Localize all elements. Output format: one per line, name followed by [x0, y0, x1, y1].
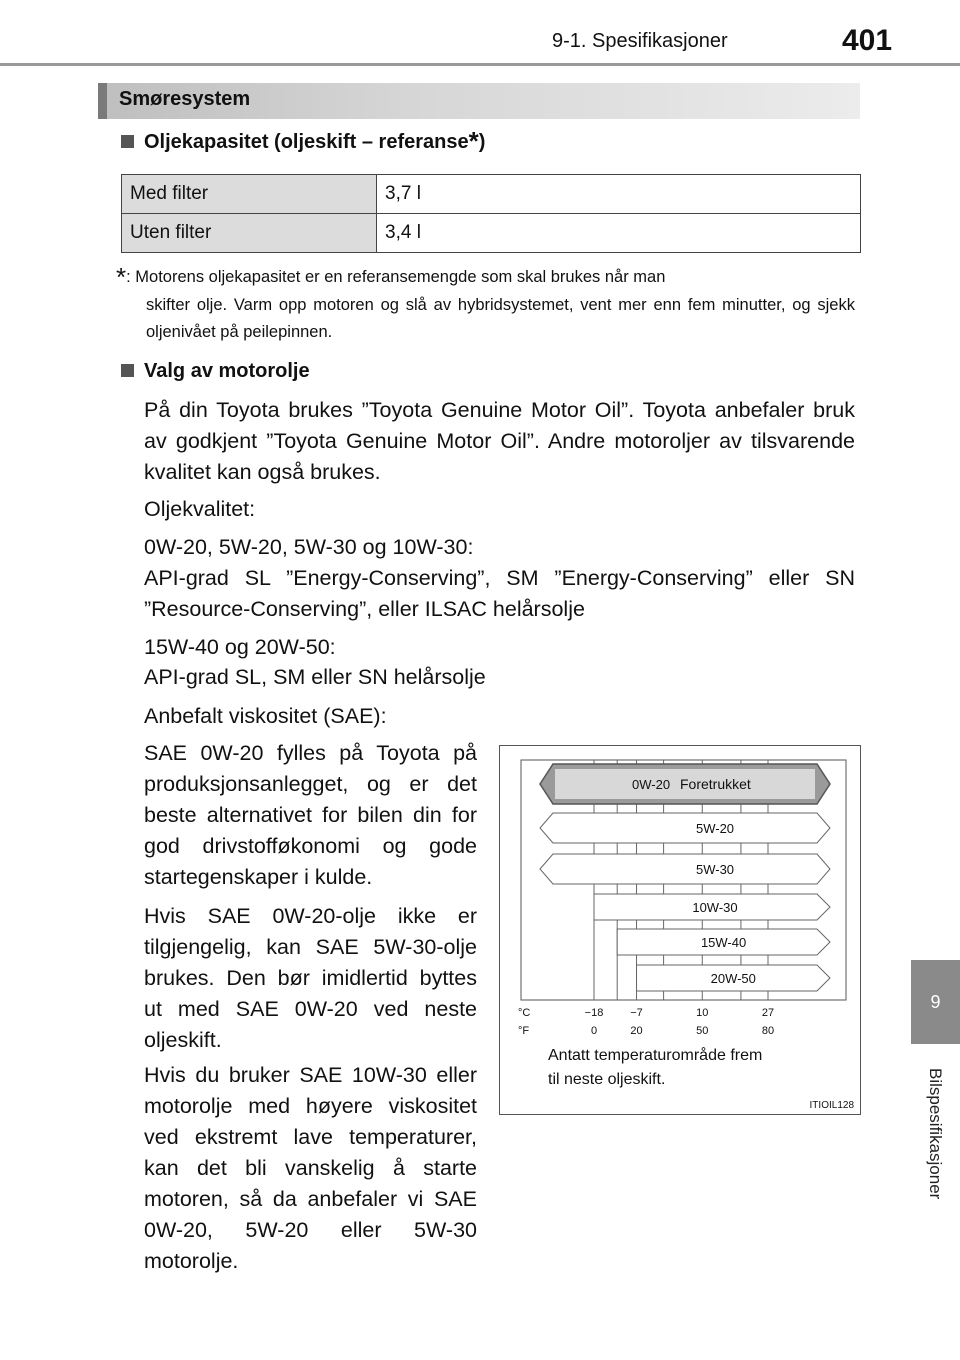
table-row — [122, 214, 861, 253]
grade2-title: 15W-40 og 20W-50: — [144, 635, 336, 659]
footnote-line1: : Motorens oljekapasitet er en referansemengde som skal brukes når man — [126, 268, 666, 286]
viscosity-para-3: Hvis du bruker SAE 10W-30 eller motorolje med høyere viskositet ved ekstremt lave temperaturer, kan det bli vanskelig å starte motoren, så da anbefaler vi SAE 0W-20, 5W-20 eller 5W-30 motorolje. — [144, 1063, 477, 1273]
grade1-text: API-grad SL ”Energy-Conserving”, SM ”Energy-Conserving” eller SN ”Resource-Conserving”, eller ILSAC helårsolje — [144, 566, 855, 621]
chart-bar-label: 5W-20 — [695, 821, 735, 836]
chart-tick-fahrenheit: 0 — [590, 1025, 598, 1037]
page-number: 401 — [842, 24, 893, 57]
motor-oil-heading-text: Valg av motorolje — [144, 360, 310, 382]
chart-figure-id: ITIOIL128 — [809, 1100, 854, 1111]
chapter-tab[interactable] — [911, 960, 960, 1044]
oil-quality-label: Oljekvalitet: — [144, 497, 256, 521]
table-cell-label: Med filter — [122, 175, 377, 214]
oil-capacity-table — [121, 174, 861, 253]
oil-capacity-heading-text: Oljekapasitet (oljeskift – referanse — [144, 131, 469, 153]
chart-bar-label: 0W-20 — [632, 777, 671, 792]
chart-bars — [540, 764, 830, 991]
chart-tick-celsius: −18 — [584, 1007, 604, 1019]
square-bullet-icon — [121, 364, 134, 377]
chart-bar-note: Foretrukket — [680, 776, 751, 792]
section-title-bar — [98, 83, 860, 119]
header-divider — [0, 63, 960, 66]
footnote-body: skifter olje. Varm opp motoren og slå av hybridsystemet, vent mer enn fem minutter, og sjekk oljenivået på peilepinnen. — [146, 296, 855, 341]
grade2-text: API-grad SL, SM eller SN helårsolje — [144, 665, 486, 689]
table-row — [122, 175, 861, 214]
viscosity-para-1: SAE 0W-20 fylles på Toyota på produksjonsanlegget, og er det beste alternativet for bilen din for god drivstofføkonomi og gode startegenskaper i kulde. — [144, 741, 477, 889]
oil-capacity-heading: Oljekapasitet (oljeskift – referanse * ) — [121, 131, 485, 154]
viscosity-label: Anbefalt viskositet (SAE): — [144, 704, 387, 728]
viscosity-chart-figure — [499, 745, 861, 1115]
chapter-number: 9 — [930, 991, 941, 1012]
footnote-first-line — [116, 264, 856, 291]
chart-bar-5w-20 — [540, 813, 830, 843]
viscosity-chart — [500, 746, 860, 1114]
chart-tick-celsius: 10 — [696, 1007, 709, 1019]
chapter-label: Bilspesifikasjoner — [926, 1068, 945, 1200]
viscosity-para-2: Hvis SAE 0W-20-olje ikke er tilgjengelig, kan SAE 5W-30-olje brukes. Den bør imidlertid byttes ut med SAE 0W-20 ved neste oljeskift. — [144, 904, 477, 1052]
table-cell-label: Uten filter — [122, 214, 377, 253]
chart-unit-fahrenheit: °F — [518, 1025, 530, 1037]
table-cell-value: 3,4 l — [377, 214, 861, 253]
chart-bar-label: 5W-30 — [695, 862, 735, 877]
header-section-title: 9-1. Spesifikasjoner — [552, 30, 728, 52]
heading-close-paren: ) — [478, 131, 486, 153]
chart-bar-label: 10W-30 — [692, 900, 738, 915]
footnote-asterisk: * — [116, 262, 127, 292]
table-cell-value: 3,7 l — [377, 175, 861, 214]
chart-bar-label: 20W-50 — [710, 971, 756, 986]
chart-axis — [518, 1007, 774, 1037]
grade1-title: 0W-20, 5W-20, 5W-30 og 10W-30: — [144, 535, 474, 559]
chart-tick-fahrenheit: 80 — [761, 1025, 775, 1037]
chart-tick-fahrenheit: 50 — [696, 1025, 709, 1037]
chart-unit-celsius: °C — [518, 1007, 531, 1019]
chart-bar-5w-30 — [540, 854, 830, 884]
chart-tick-fahrenheit: 20 — [630, 1025, 643, 1037]
chart-caption-line2: til neste oljeskift. — [548, 1071, 666, 1088]
chart-bar-label: 15W-40 — [700, 935, 747, 950]
chart-tick-celsius: 27 — [761, 1007, 775, 1019]
square-bullet-icon — [121, 135, 134, 148]
section-title: Smøresystem — [119, 88, 251, 110]
motor-oil-heading — [121, 360, 310, 383]
chart-tick-celsius: −7 — [630, 1007, 643, 1019]
chart-caption-line1: Antatt temperaturområde frem — [548, 1047, 763, 1064]
motor-oil-intro: På din Toyota brukes ”Toyota Genuine Motor Oil”. Toyota anbefaler bruk av godkjent ”Toyota Genuine Motor Oil”. Andre motoroljer av tilsvarende kvalitet kan også brukes. — [144, 398, 855, 484]
